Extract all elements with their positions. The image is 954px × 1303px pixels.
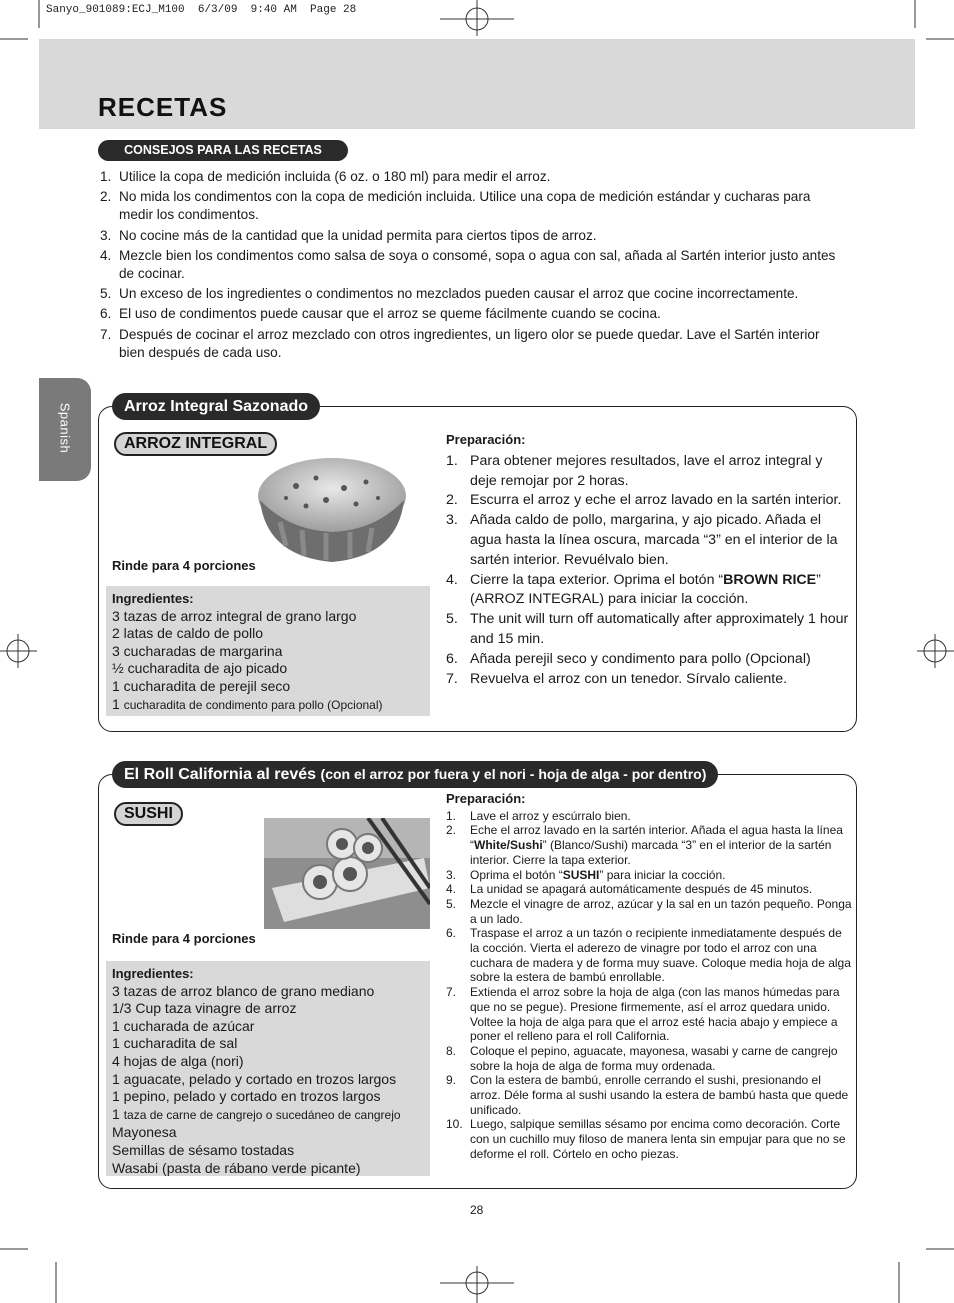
prep-label: Preparación: [446, 791, 526, 806]
recipe-tag: ARROZ INTEGRAL [114, 432, 277, 456]
list-item: 7. Después de cocinar el arroz mezclado con otros ingredientes, un ligero olor se puede quedar. Lave el Sartén interior bien después de cada uso. [100, 326, 820, 360]
step: 4. Cierre la tapa exterior. Oprima el botón “BROWN RICE” (ARROZ INTEGRAL) para iniciar la cocción. [446, 571, 821, 608]
ingredient: 3 tazas de arroz blanco de grano mediano [112, 982, 375, 999]
recipe-title: El Roll California al revés (con el arroz por fuera y el nori - hoja de alga - por dentro) [112, 761, 718, 788]
ingredients-box [106, 586, 430, 716]
recipe-tag: SUSHI [114, 802, 183, 826]
step: 3. Oprima el botón “SUSHI” para iniciar la cocción. [446, 867, 726, 882]
ingredient: 1 cucharadita de condimento para pollo (Opcional) [112, 695, 383, 712]
step: 1. Para obtener mejores resultados, lave el arroz integral y deje remojar por 2 horas. [446, 452, 823, 489]
tips-label: CONSEJOS PARA LAS RECETAS [98, 140, 348, 161]
step: 7. Extienda el arroz sobre la hoja de alga (con las manos húmedas para que no se pegue). Presione firmemente, así el arroz quedara unido. Voltee la hoja de alga para que el arroz esté hacia abajo y empiece a poner el relleno para el roll California. [446, 985, 840, 1044]
sushi-photo [264, 818, 430, 929]
ingredient: 1 cucharadita de sal [112, 1035, 238, 1052]
recipe-yield: Rinde para 4 porciones [112, 931, 256, 946]
ingredient: 1 aguacate, pelado y cortado en trozos largos [112, 1070, 397, 1087]
step: 10. Luego, salpique semillas sésamo por encima como decoración. Corte con un cuchillo muy filoso de manera lenta sin empujar para que no se deforme el roll. Córtelo en ocho piezas. [446, 1117, 846, 1161]
ingredient: 3 cucharadas de margarina [112, 642, 283, 659]
step: 2. Eche el arroz lavado en la sartén interior. Añada el agua hasta la línea “White/Sushi” (Blanco/Sushi) marcada “3” en el interior de la sartén interior. Cierre la tapa exterior. [446, 823, 843, 867]
language-tab: Spanish [39, 378, 91, 481]
ingredient: 1 cucharadita de perejil seco [112, 677, 291, 694]
ingredients-label: Ingredientes: [112, 591, 194, 606]
rice-bowl-photo [256, 448, 408, 564]
step: 1. Lave el arroz y escúrralo bien. [446, 808, 631, 823]
ingredient: 1 taza de carne de cangrejo o sucedáneo de cangrejo [112, 1105, 401, 1122]
list-item: 4. Mezcle bien los condimentos como salsa de soya o consomé, sopa o agua con sal, añada al Sartén interior justo antes de cocinar. [100, 247, 836, 282]
printer-slug: Sanyo_901089:ECJ_M100 6/3/09 9:40 AM Page 28 [46, 4, 357, 16]
ingredient: 2 latas de caldo de pollo [112, 625, 263, 642]
page-title: RECETAS [98, 92, 228, 122]
step: 2. Escurra el arroz y eche el arroz lavado en la sartén interior. [446, 492, 842, 509]
step: 3. Añada caldo de pollo, margarina, y ajo picado. Añada el agua hasta la línea oscura, marcada “3” en el interior de la sartén interior. Revuélvalo bien. [446, 512, 838, 568]
step: 7. Revuelva el arroz con un tenedor. Sírvalo caliente. [446, 670, 788, 687]
ingredient: Semillas de sésamo tostadas [112, 1141, 295, 1158]
step: 5. The unit will turn off automatically after approximately 1 hour and 15 min. [446, 611, 849, 647]
recipe-title: Arroz Integral Sazonado [112, 393, 320, 420]
step: 8. Coloque el pepino, aguacate, mayonesa, wasabi y carne de cangrejo sobre la hoja de alga de forma muy ordenada. [446, 1043, 838, 1073]
preparation [446, 792, 852, 1162]
list-item: 5. Un exceso de los ingredientes o condimentos no mezclados pueden causar el arroz que cocine incorrectamente. [100, 286, 799, 302]
page-number: 28 [470, 1203, 484, 1217]
ingredient: 4 hojas de alga (nori) [112, 1052, 244, 1069]
list-item: 2. No mida los condimentos con la copa de medición incluida. Utilice una copa de medición estándar y cucharas para medir los condimentos. [100, 189, 811, 223]
list-item: 1. Utilice la copa de medición incluida (6 oz. o 180 ml) para medir el arroz. [100, 169, 551, 184]
step: 4. La unidad se apagará automáticamente después de 45 minutos. [446, 882, 813, 897]
step: 6. Traspase el arroz a un tazón o recipiente inmediatamente después de la cocción. Vierta el aderezo de vinagre por todo el arroz con una cuchara de madera y de forma muy suave. Coloque media hoja de alga sobre la estera de bambú enrollable. [446, 926, 851, 985]
step: 6. Añada perejil seco y condimento para pollo (Opcional) [446, 650, 811, 667]
ingredients-box [106, 961, 430, 1176]
ingredient: 3 tazas de arroz integral de grano largo [112, 607, 357, 624]
recipe-yield: Rinde para 4 porciones [112, 558, 256, 573]
preparation [446, 430, 850, 689]
ingredient: Wasabi (pasta de rábano verde picante) [112, 1159, 361, 1176]
ingredients-label: Ingredientes: [112, 966, 194, 981]
prep-label: Preparación: [446, 432, 526, 447]
list-item: 3. No cocine más de la cantidad que la unidad permita para ciertos tipos de arroz. [100, 227, 597, 243]
step: 9. Con la estera de bambú, enrolle cerrando el sushi, presionando el arroz. Déle forma al sushi usando la estera de bambú hasta que quede unificado. [446, 1073, 849, 1117]
ingredient: 1 pepino, pelado y cortado en trozos largos [112, 1088, 381, 1105]
ingredient: Mayonesa [112, 1124, 177, 1141]
ingredient: 1 cucharada de azúcar [112, 1017, 255, 1034]
ingredient: 1/3 Cup taza vinagre de arroz [112, 1000, 297, 1017]
tips-list [100, 168, 840, 364]
list-item: 6. El uso de condimentos puede causar que el arroz se queme fácilmente cuando se cocina. [100, 306, 661, 322]
step: 5. Mezcle el vinagre de arroz, azúcar y la sal en un tazón pequeño. Ponga a un lado. [446, 896, 852, 926]
ingredient: ½ cucharadita de ajo picado [112, 660, 288, 677]
